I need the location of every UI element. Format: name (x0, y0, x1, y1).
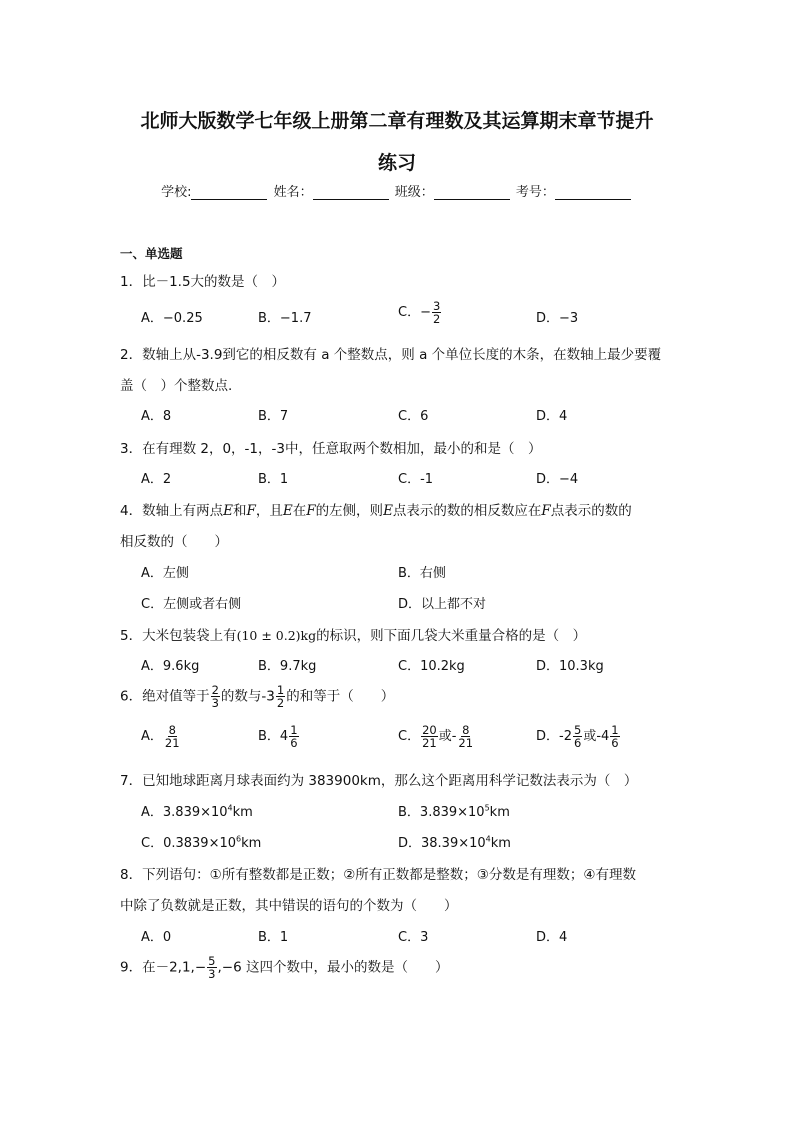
fraction: $\frac{5}{3}$ (208, 954, 216, 982)
q2-option-d: D．4 (536, 409, 568, 424)
question-3: 3．在有理数 2，0，-1，-3中，任意取两个数相加，最小的和是（ ） (120, 441, 542, 457)
fraction: $\frac{2}{3}$ (211, 683, 219, 711)
q1-option-a: A．−0.25 (141, 311, 203, 326)
q2-option-c: C．6 (398, 409, 429, 424)
fraction: $\frac{1}{6}$ (611, 723, 619, 751)
school-label: 学校: (161, 185, 192, 200)
q5-option-c: C．10.2kg (398, 659, 465, 674)
q3-option-d: D．−4 (536, 472, 579, 487)
question-1: 1．比－1.5大的数是（ ） (120, 274, 286, 290)
fraction: $\frac{8}{21}$ (458, 723, 474, 751)
question-6: 6．绝对值等于 $\frac{2}{3}$ 的数与-3 $\frac{1}{2}$ 的和等于（ ） (120, 683, 395, 711)
fraction: $\frac{8}{21}$ (164, 723, 180, 751)
question-2-line2: 盖（ ）个整数点. (120, 378, 233, 394)
question-4-line1: 4．数轴上有两点E和F，且E在F的左侧，则E点表示的数的相反数应在F点表示的数的 (120, 503, 632, 519)
q3-option-a: A．2 (141, 472, 172, 487)
fraction: $\frac{1}{6}$ (290, 723, 298, 751)
q3-option-c: C．-1 (398, 472, 434, 487)
q6-option-a: A． $\frac{8}{21}$ (141, 723, 180, 751)
q7-option-c: C．$0.3839\times 10^6km$ (141, 834, 262, 851)
school-blank[interactable] (191, 185, 267, 200)
q6-option-b: B．4 $\frac{1}{6}$ (258, 723, 298, 751)
q8-option-a: A．0 (141, 930, 172, 945)
question-4-line2: 相反数的（ ） (120, 534, 228, 550)
q8-option-d: D．4 (536, 930, 568, 945)
q7-option-a: A．$3.839\times 10^4km$ (141, 803, 253, 820)
q1-option-d: D．−3 (536, 311, 579, 326)
q8-option-b: B．1 (258, 930, 289, 945)
q7-option-b: B．$3.839\times 10^5km$ (398, 803, 510, 820)
q4-option-c: C．左侧或者右侧 (141, 597, 242, 612)
q4-option-b: B．右侧 (398, 566, 446, 581)
q6-option-d: D．-2 $\frac{5}{6}$ 或-4 $\frac{1}{6}$ (536, 723, 619, 751)
fraction: $\frac{3}{2}$ (432, 299, 441, 327)
section-heading: 一、单选题 (120, 246, 183, 261)
q5-option-a: A．9.6kg (141, 659, 200, 674)
number-blank[interactable] (555, 185, 631, 200)
question-8-line1: 8．下列语句：①所有整数都是正数；②所有正数都是整数；③分数是有理数；④有理数 (120, 867, 636, 883)
q1-option-c: C．− $\frac{3}{2}$ (398, 299, 441, 327)
question-7: 7．已知地球距离月球表面约为 383900km，那么这个距离用科学记数法表示为（ ） (120, 773, 638, 789)
number-label: 考号： (515, 185, 555, 200)
class-blank[interactable] (434, 185, 510, 200)
fraction: $\frac{1}{2}$ (276, 683, 285, 711)
name-blank[interactable] (313, 185, 389, 200)
fraction: $\frac{20}{21}$ (422, 723, 437, 751)
class-label: 班级： (394, 185, 434, 200)
fraction: $\frac{5}{6}$ (573, 723, 582, 751)
question-8-line2: 中除了负数就是正数，其中错误的语句的个数为（ ） (120, 898, 458, 914)
q4-option-d: D．以上都不对 (398, 597, 487, 612)
document-title-line2: 练习 (377, 152, 416, 174)
question-9: 9．在－2,1,− $\frac{5}{3}$ ,−6 这四个数中，最小的数是（ ） (120, 954, 449, 982)
q8-option-c: C．3 (398, 930, 429, 945)
question-2-line1: 2．数轴上从-3.9到它的相反数有 a 个整数点，则 a 个单位长度的木条，在数轴上最少要覆 (120, 347, 662, 363)
q4-option-a: A．左侧 (141, 566, 189, 581)
q6-option-c: C． $\frac{20}{21}$ 或- $\frac{8}{21}$ (398, 723, 474, 751)
document-title-line1: 北师大版数学七年级上册第二章有理数及其运算期末章节提升 (140, 110, 654, 132)
q7-option-d: D．$38.39\times 10^4km$ (398, 834, 511, 851)
q5-option-d: D．10.3kg (536, 659, 604, 674)
q2-option-a: A．8 (141, 409, 172, 424)
q1-option-b: B．−1.7 (258, 311, 312, 326)
q2-option-b: B．7 (258, 409, 289, 424)
student-info-line (0, 181, 794, 200)
q3-option-b: B．1 (258, 472, 289, 487)
question-5: 5．大米包装袋上有(10 ± 0.2)kg的标识，则下面几袋大米重量合格的是（ ） (120, 628, 587, 644)
q5-option-b: B．9.7kg (258, 659, 317, 674)
name-label: 姓名： (273, 185, 313, 200)
